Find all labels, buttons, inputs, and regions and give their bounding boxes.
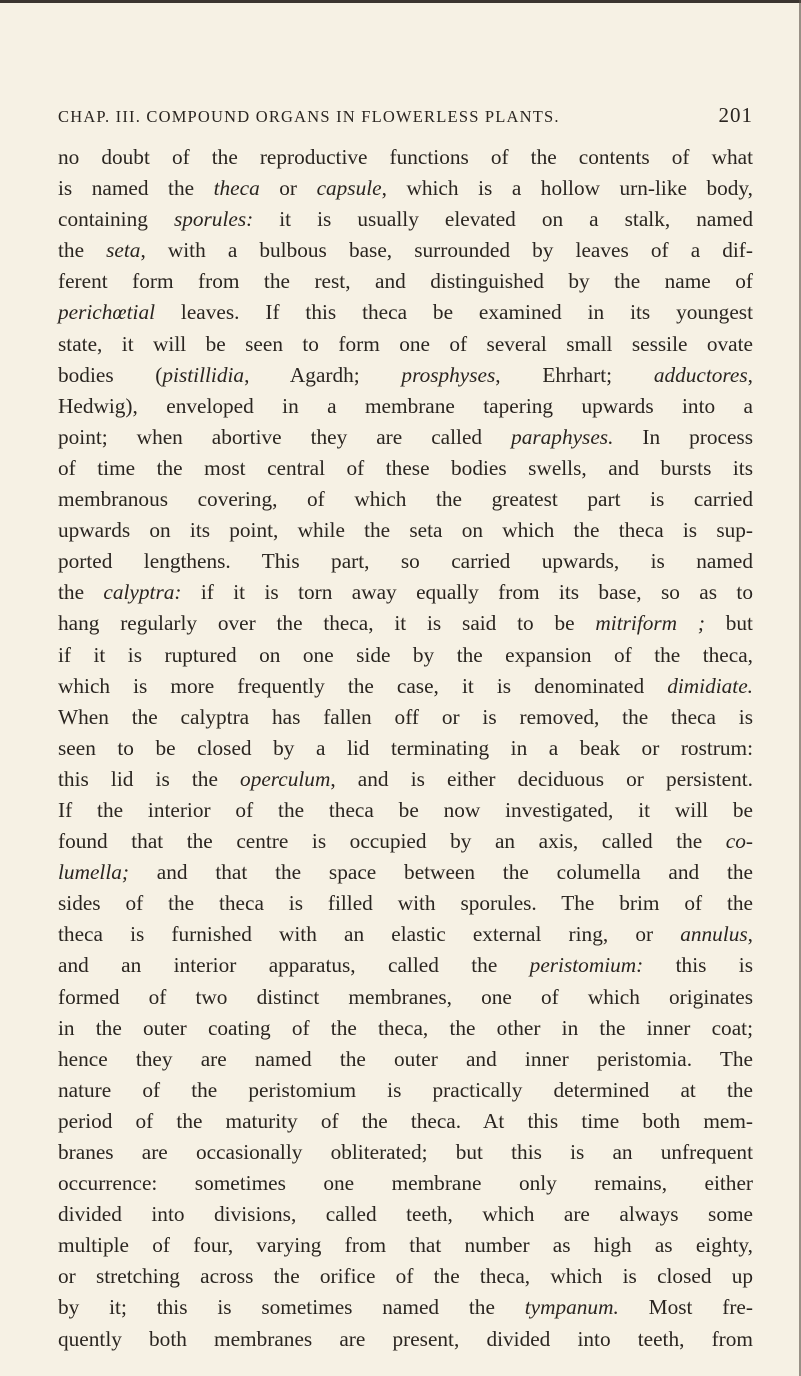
text-run: , and is either deciduous or persistent. [330,766,753,791]
italic-term: prosphyses [401,362,496,387]
text-line [58,764,753,795]
italic-term: perichœtial [58,300,156,325]
text-run: ported lengthens. This part, so carried upwards, is named [58,549,753,574]
text-run: and an interior apparatus, called the [58,953,530,978]
text-line [58,173,753,204]
text-line [58,826,753,857]
text-line [58,1261,753,1292]
text-line [58,733,753,764]
text-run: the [58,238,107,263]
text-run: When the calyptra has fallen off or is removed, the theca is [58,704,753,729]
italic-term: dimidiate. [667,673,753,698]
text-run: nature of the peristomium is practically determined at the [58,1077,753,1102]
italic-term: pistillidia [162,362,245,387]
text-run: leaves. If this theca be examined in its youngest [155,300,753,325]
text-run: the [58,580,104,605]
text-run: divided into divisions, called teeth, which are always some [58,1202,753,1227]
text-line [58,546,753,577]
text-line [58,453,753,484]
text-run: containing [58,207,174,232]
top-border-rule [0,0,801,3]
text-line [58,422,753,453]
italic-term: sporules: [173,207,254,232]
text-run: sides of the theca is filled with sporules. The brim of the [58,891,753,916]
text-line [58,1292,753,1323]
text-line [58,888,753,919]
italic-term: seta [106,238,141,263]
text-line [58,360,753,391]
text-run: this lid is the [58,766,241,791]
text-line [58,795,753,826]
text-run: of time the most central of these bodies swells, and bursts its [58,455,753,480]
text-line [58,484,753,515]
text-line [58,702,753,733]
text-run: no doubt of the reproductive functions of the contents of what [58,145,753,169]
text-line [58,1168,753,1199]
italic-term: capsule [316,176,382,201]
text-line [58,266,753,297]
text-line [58,1199,753,1230]
text-run: this is [643,953,754,978]
text-run: but [704,611,753,636]
text-run: multiple of four, varying from that number as high as eighty, [58,1233,753,1258]
text-line [58,1324,753,1355]
text-line [58,857,753,888]
text-run: found that the centre is occupied by an axis, called the [58,829,726,854]
text-line [58,391,753,422]
text-line [58,1044,753,1075]
italic-term: tympanum. [524,1295,619,1320]
text-line [58,1106,753,1137]
text-line [58,1230,753,1261]
text-run: theca is furnished with an elastic external ring, or [58,922,681,947]
text-line [58,204,753,235]
text-run: , Ehrhart; [495,362,654,387]
text-run: it is usually elevated on a stalk, named [253,207,753,232]
text-line [58,1137,753,1168]
text-run: , Agardh; [244,362,402,387]
text-run: by it; this is sometimes named the [58,1295,525,1320]
text-run: if it is ruptured on one side by the expansion of the theca, [58,642,753,667]
italic-term: theca [213,176,260,201]
text-run: and that the space between the columella and the [128,860,753,885]
running-header [58,103,753,128]
text-run: ferent form from the rest, and distinguished by the name of [58,269,753,294]
text-line [58,329,753,360]
italic-term: annulus [680,922,748,947]
text-run: hang regularly over the theca, it is said to be [58,611,596,636]
italic-term: peristomium: [529,953,644,978]
text-run: Most fre- [618,1295,753,1320]
text-run: in the outer coating of the theca, the other in the inner coat; [58,1015,753,1040]
text-run: membranous covering, of which the greatest part is carried [58,487,753,512]
text-run: hence they are named the outer and inner peristomia. The [58,1046,753,1071]
text-run: point; when abortive they are called [58,424,512,449]
text-run: quently both membranes are present, divided into teeth, from [58,1326,753,1351]
text-run: period of the maturity of the theca. At this time both mem- [58,1108,753,1133]
text-run: In process [613,424,753,449]
text-run: bodies ( [58,362,163,387]
text-run: seen to be closed by a lid terminating in a beak or rostrum: [58,735,753,760]
text-run: if it is torn away equally from its base, so as to [181,580,753,605]
text-run: state, it will be seen to form one of several small sessile ovate [58,331,753,356]
text-line [58,608,753,639]
text-line [58,235,753,266]
body-text [58,142,753,1355]
text-line [58,577,753,608]
text-run: branes are occasionally obliterated; but this is an unfrequent [58,1140,753,1164]
text-line [58,950,753,981]
text-run: or stretching across the orifice of the theca, which is closed up [58,1264,753,1289]
text-line [58,515,753,546]
text-run: which is more frequently the case, it is denominated [58,673,668,698]
page-number: 201 [718,103,753,127]
text-line [58,1075,753,1106]
text-run: , [747,362,753,387]
text-run: , [747,922,753,947]
text-line [58,919,753,950]
italic-term: operculum [240,766,331,791]
italic-term: calyptra: [103,580,182,605]
text-line [58,671,753,702]
text-run: Hedwig), enveloped in a membrane tapering upwards into a [58,393,753,418]
text-line [58,142,753,173]
text-run: If the interior of the theca be now investigated, it will be [58,797,753,822]
text-run: upwards on its point, while the seta on which the theca is sup- [58,518,753,543]
text-run: or [259,176,317,201]
text-line [58,297,753,328]
italic-term: co- [725,829,753,854]
italic-term: adductores [653,362,748,387]
italic-term: lumella; [58,860,129,885]
text-run: formed of two distinct membranes, one of which originates [58,984,753,1009]
text-run: , which is a hollow urn-like body, [381,176,753,201]
text-run: is named the [58,176,214,201]
text-line [58,640,753,671]
italic-term: paraphyses. [511,424,614,449]
text-run: , with a bulbous base, surrounded by leaves of a dif- [140,238,753,263]
italic-term: mitriform ; [595,611,705,636]
text-run: occurrence: sometimes one membrane only remains, either [58,1171,753,1196]
running-title: CHAP. III. COMPOUND ORGANS IN FLOWERLESS PLANTS. [58,107,560,126]
text-line [58,1013,753,1044]
text-line [58,982,753,1013]
